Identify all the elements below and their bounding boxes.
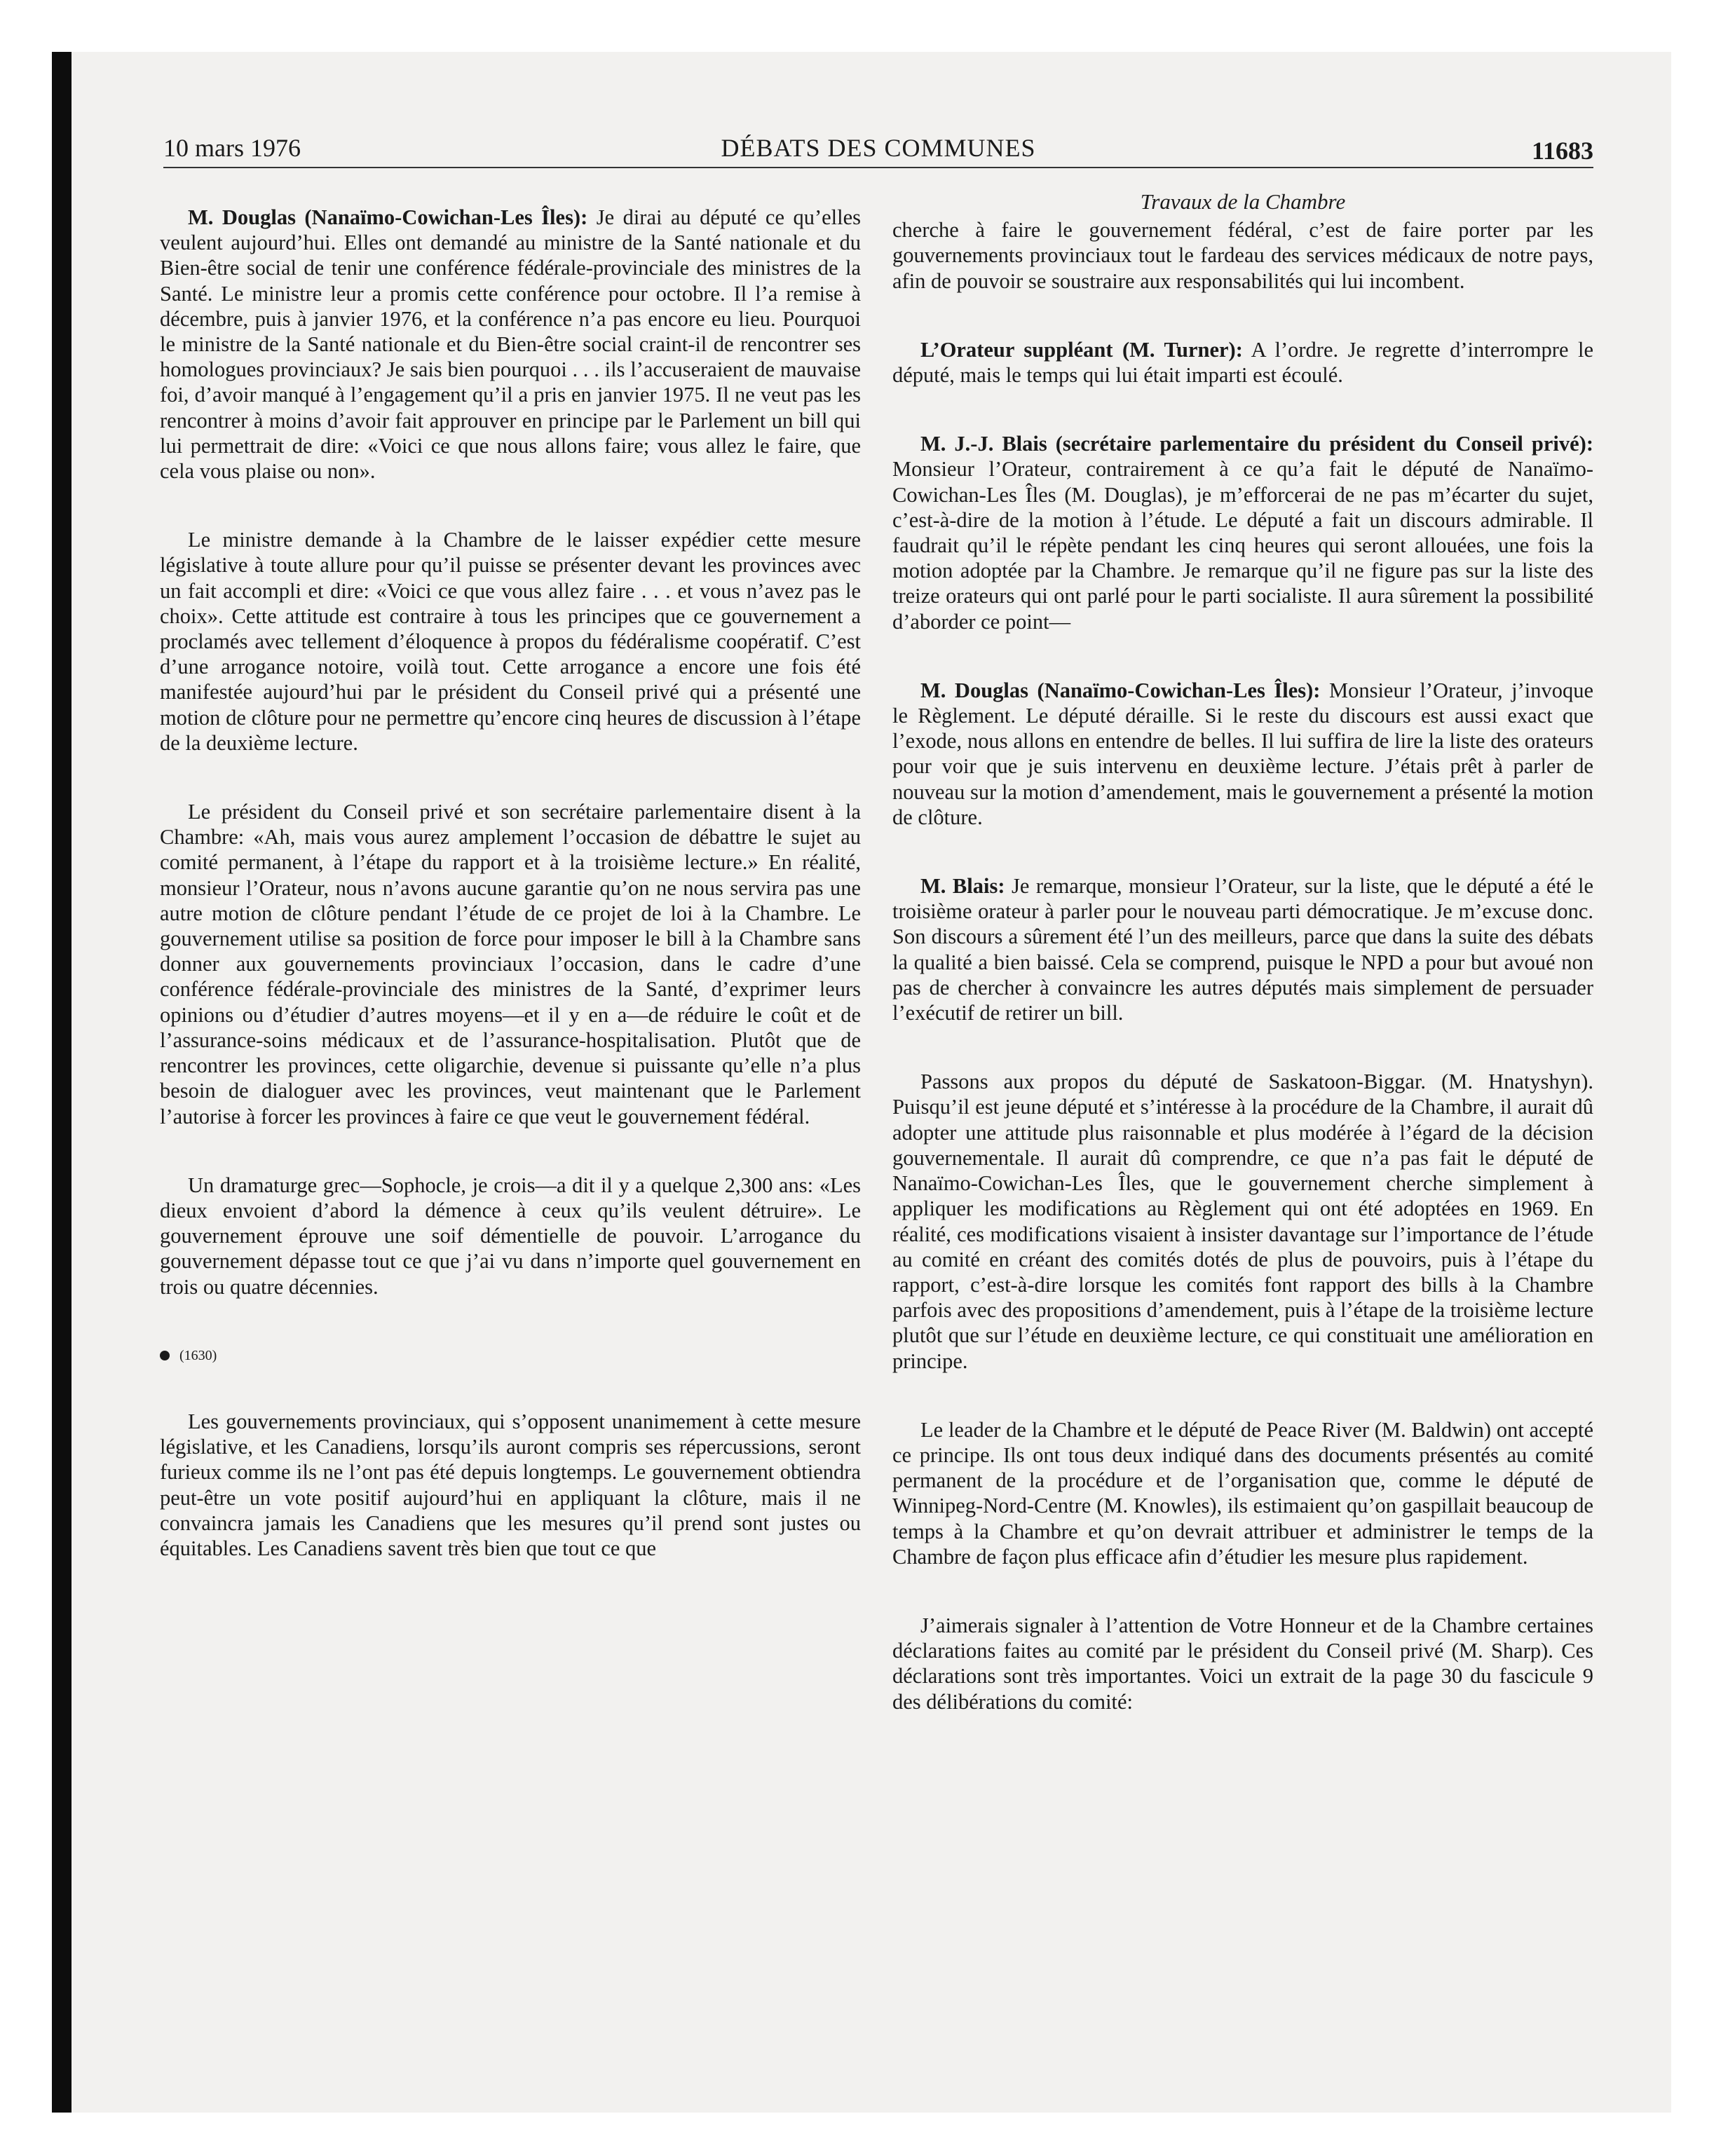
time-marker — [160, 1343, 861, 1368]
paragraph-blais-2 — [892, 873, 1593, 1025]
paragraph-turner — [892, 337, 1593, 388]
speaker-name: M. J.-J. Blais (secrétaire parlementaire du président du Conseil privé): — [920, 432, 1593, 456]
time-marker-label: (1630) — [179, 1347, 217, 1363]
paragraph-blais-1 — [892, 431, 1593, 634]
paragraph: Les gouvernements provinciaux, qui s’opposent unanimement à cette mesure législative, et les Canadiens, lorsqu’ils auront compris ses répercussions, seront furieux comme ils ne l’ont pas été depuis longtemps. Le gouvernement obtiendra peut-être un vote positif aujourd’hui en appliquant la clôture, mais il ne convaincra jamais les Canadiens que les mesures qu’il prend sont justes ou équitables. Les Canadiens savent très bien que tout ce que — [160, 1409, 861, 1560]
paragraph-douglas-2 — [892, 678, 1593, 830]
paragraph: Passons aux propos du député de Saskatoon-Biggar. (M. Hnatyshyn). Puisqu’il est jeune député et s’intéresse à la procédure de la Chambre, il aurait dû adopter une attitude plus raisonnable et plus modérée à l’égard de la décision gouvernementale. Il aurait dû comprendre, ce que n’a pas fait le député de Nanaïmo-Cowichan-Les Îles, que le gouvernement cherche simplement à appliquer les modifications au Règlement qui ont été adoptées en 1969. En réalité, ces modifications visaient à insister davantage sur l’importance de l’étude au comité en créant des comités dotés de plus de pouvoirs, puis à l’étape du rapport, c’est-à-dire lorsque les comités font rapport des bills à la Chambre parfois avec des propositions d’amendement, puis à l’étape de la troisième lecture plutôt que sur l’étude en deuxième lecture, ce qui constituait une amélioration en principe. — [892, 1070, 1593, 1373]
paragraph-text: Monsieur l’Orateur, j’invoque le Règlement. Le député déraille. Si le reste du discours est aussi exact que l’exode, nous allons en entendre de belles. Il lui suffira de lire la liste des orateurs pour voir que je suis intervenu en deuxième lecture. J’étais prêt à parler de nouveau sur la motion d’amendement, mais le gouvernement a présenté la motion de clôture. — [892, 678, 1593, 829]
paragraph-douglas-1 — [160, 205, 861, 484]
speaker-name: M. Douglas (Nanaïmo-Cowichan-Les Îles): — [188, 205, 588, 229]
paragraph: Le ministre demande à la Chambre de le laisser expédier cette mesure législative à toute allure pour qu’il puisse se présenter devant les provinces avec un fait accompli et dire: «Voici ce que vous allez faire . . . et vous n’avez pas le choix». Cette attitude est contraire à tous les principes que ce gouvernement a proclamés avec tellement d’éloquence à propos du fédéralisme coopératif. C’est d’une arrogance notoire, voilà tout. Cette arrogance a encore une fois été manifestée aujourd’hui par le président du Conseil privé qui a présenté une motion de clôture pour ne permettre qu’encore cinq heures de discussion à l’étape de la deuxième lecture. — [160, 528, 861, 755]
paragraph-continued: cherche à faire le gouvernement fédéral, c’est de faire porter par les gouvernements provinciaux tout le fardeau des services médicaux de notre pays, afin de pouvoir se soustraire aux responsabilités qui lui incombent. — [892, 218, 1593, 293]
paragraph: Le leader de la Chambre et le député de Peace River (M. Baldwin) ont accepté ce principe. Ils ont tous deux indiqué dans des documents présentés au comité permanent de la procédure et de l’organisation que, comme le député de Winnipeg-Nord-Centre (M. Knowles), ils estimaient qu’on gaspillait beaucoup de temps à la Chambre et qu’on devrait attribuer et administrer le temps de la Chambre de façon plus efficace afin d’étudier les mesure plus rapidement. — [892, 1417, 1593, 1569]
binding-edge — [52, 52, 72, 2113]
running-head: Travaux de la Chambre — [1140, 189, 1346, 214]
paragraph-text: Monsieur l’Orateur, contrairement à ce qu’a fait le député de Nanaïmo-Cowichan-Les Îles (M. Douglas), je m’efforcerai de ne pas m’écarter du sujet, c’est-à-dire de la motion à l’étude. Le député a fait un discours admirable. Il faudrait qu’il le répète pendant les cinq heures qui seront allouées, une fois la motion adoptée par la Chambre. Je remarque qu’il ne figure pas sur la liste des treize orateurs qui ont parlé pour le parti socialiste. Il aura sûrement la possibilité d’aborder ce point— — [892, 457, 1593, 634]
page-header — [163, 133, 1593, 168]
bullet-icon — [160, 1351, 170, 1360]
paragraph: J’aimerais signaler à l’attention de Votre Honneur et de la Chambre certaines déclarations faites au comité par le président du Conseil privé (M. Sharp). Ces déclarations sont très importantes. Voici un extrait de la page 30 du fascicule 9 des délibérations du comité: — [892, 1613, 1593, 1714]
left-column — [160, 205, 861, 1604]
speaker-name: M. Blais: — [920, 874, 1005, 899]
right-column — [892, 189, 1593, 1758]
header-date: 10 mars 1976 — [163, 134, 301, 162]
paragraph: Le président du Conseil privé et son secrétaire parlementaire disent à la Chambre: «Ah, mais vous aurez amplement l’occasion de débattre le sujet au comité permanent, à l’étape du rapport et à la troisième lecture.» En réalité, monsieur l’Orateur, nous n’avons aucune garantie qu’on ne nous servira pas une autre motion de clôture pendant l’étude de ce projet de loi à la Chambre. Le gouvernement utilise sa position de force pour imposer le bill à la Chambre sans donner aux gouvernements provinciaux l’occasion, dans le cadre d’une conférence fédérale-provinciale des ministres de la Santé, d’exprimer leurs opinions ou d’étudier d’autres moyens—et il y en a—de réduire le coût et de l’assurance-soins médicaux et de l’assurance-hospitalisation. Plutôt que de rencontrer les provinces, cette oligarchie, devenue si puissante qu’elle n’a plus besoin de dialoguer avec les provinces, veut maintenant que le Parlement l’autorise à forcer les provinces à faire ce que veut le gouvernement fédéral. — [160, 800, 861, 1128]
paragraph-text: Je remarque, monsieur l’Orateur, sur la liste, que le député a été le troisième orateur à parler pour le nouveau parti démocratique. Je m’excuse donc. Son discours a sûrement été l’un des meilleurs, parce que dans la suite des débats la qualité a bien baissé. Cela se comprend, puisque le NPD a pour but avoué non pas de chercher à convaincre les autres députés mais simplement de persuader l’exécutif de retirer un bill. — [892, 874, 1593, 1025]
speaker-name: M. Douglas (Nanaïmo-Cowichan-Les Îles): — [920, 678, 1321, 702]
header-title: DÉBATS DES COMMUNES — [721, 134, 1036, 162]
paragraph-text: A l’ordre. Je regrette d’interrompre le député, mais le temps qui lui était imparti est écoulé. — [892, 337, 1593, 388]
speaker-name: L’Orateur suppléant (M. Turner): — [920, 337, 1243, 362]
paragraph-text: Je dirai au député ce qu’elles veulent aujourd’hui. Elles ont demandé au ministre de la Santé nationale et du Bien-être social de tenir une conférence fédérale-provinciale des ministres de la Santé. Le ministre leur a promis cette conférence pour octobre. Il l’a remise à décembre, puis à janvier 1976, et la conférence n’a pas encore eu lieu. Pourquoi le ministre de la Santé nationale et du Bien-être social craint-il de rencontrer ses homologues provinciaux? Je sais bien pourquoi . . . ils l’accuseraient de mauvaise foi, d’avoir manqué à l’engagement qu’il a pris en janvier 1975. Il ne veut pas les rencontrer à moins d’avoir fait approuver en principe par le Parlement un bill qui lui permettrait de dire: «Voici ce que nous allons faire; vous allez le faire, que cela vous plaise ou non». — [160, 205, 862, 484]
paragraph: Un dramaturge grec—Sophocle, je crois—a dit il y a quelque 2,300 ans: «Les dieux envoient d’abord la démence à ceux qu’ils veulent détruire». Le gouvernement éprouve une soif démentielle de pouvoir. L’arrogance du gouvernement dépasse tout ce que j’ai vu dans n’importe quel gouvernement en trois ou quatre décennies. — [160, 1173, 861, 1299]
page-number: 11683 — [1531, 137, 1593, 165]
